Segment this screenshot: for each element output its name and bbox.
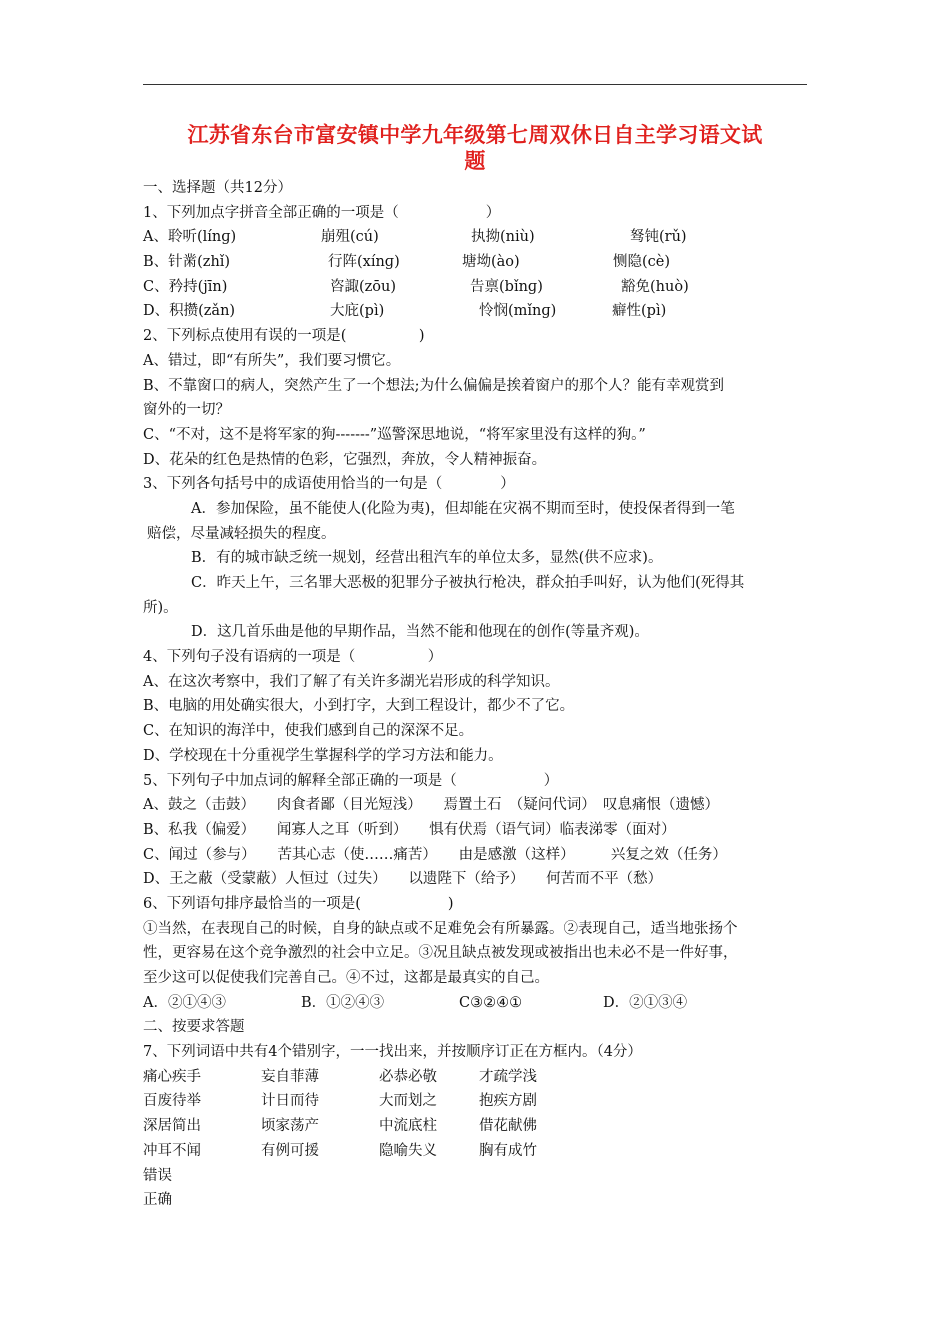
q7-right-label: 正确 [143,1192,172,1209]
q1-option-row [143,299,811,324]
title-line-1: 江苏省东台市富安镇中学九年级第七周双休日自主学习语文试 [187,122,763,147]
q2-line: A、错过，即“有所失”，我们要习惯它。 [143,352,401,369]
q7-word-row [143,1089,811,1114]
q7-word: 计日而待 [261,1093,319,1110]
q1-option-item: 行阵(xínɡ) [328,254,400,271]
q7-word: 借花献佛 [479,1118,537,1135]
q3-option-c: C．昨天上午，三名罪大恶极的犯罪分子被执行枪决，群众拍手叫好，认为他们(死得其 [191,575,745,591]
q2-line: 窗外的一切？ [143,402,230,419]
q6-line: 至少这可以促使我们完善自己。④不过，这都是最真实的自己。 [143,970,549,986]
q7-word: 深居简出 [143,1118,201,1135]
q7-wrong-label: 错误 [143,1167,172,1184]
question-6-stem: 6、下列语句排序最恰当的一项是( ) [143,895,454,912]
q1-option-row [143,250,811,275]
q6-line: ①当然，在表现自己的时候，自身的缺点或不足难免会有所暴露。②表现自己，适当地张扬个 [143,920,738,937]
question-3-stem: 3、下列各句括号中的成语使用恰当的一句是（ ） [143,476,515,493]
question-1-stem: 1、下列加点字拼音全部正确的一项是（ ） [143,204,501,221]
q5-line: C、闻过（参与） 苦其心志（使……痛苦） 由是感激（这样） 兴复之效（任务） [143,846,727,863]
q7-word: 冲耳不闻 [143,1142,201,1159]
q1-option-item: C、矜持(jīn) [143,278,228,295]
q1-option-item: 怜悯(mǐnɡ) [479,303,557,320]
q3-option-d: D．这几首乐曲是他的早期作品，当然不能和他现在的创作(等量齐观)。 [191,624,649,641]
page-title [143,122,807,174]
q4-line: D、学校现在十分重视学生掌握科学的学习方法和能力。 [143,747,503,764]
q4-line: A、在这次考察中，我们了解了有关许多湖光岩形成的科学知识。 [143,673,560,690]
q6-option: C③②④① [459,994,523,1011]
q7-word-row [143,1065,811,1090]
q1-option-item: 恻隐(cè) [613,254,671,271]
q1-option-item: D、积攒(zǎn) [143,303,236,320]
q1-option-item: 大庇(pì) [330,303,385,320]
q7-word-row [143,1139,811,1164]
q1-option-item: 豁免(huò) [621,278,689,295]
q1-option-item: A、聆听(línɡ) [143,229,237,246]
q1-option-item: 崩殂(cú) [321,229,379,246]
q7-word: 妄自菲薄 [261,1068,319,1085]
title-line-2: 题 [464,148,486,173]
q3-option-c-cont: 所)。 [143,599,178,616]
q7-word: 才疏学浅 [479,1068,537,1085]
q1-option-item: 塘坳(ào) [462,254,520,271]
q1-option-item: 告禀(bǐnɡ) [470,278,543,295]
q7-word: 中流底柱 [379,1118,437,1135]
question-7-stem: 7、下列词语中共有4个错别字，一一找出来，并按顺序订正在方框内。（4分） [143,1044,642,1061]
q3-option-b: B．有的城市缺乏统一规划，经营出租汽车的单位太多，显然(供不应求)。 [191,550,663,567]
q1-option-item: 执拗(niù) [471,229,535,246]
q5-line: A、鼓之（击鼓） 肉食者鄙（目光短浅） 焉置土石 （疑问代词） 叹息痛恨（遗憾） [143,797,719,814]
q7-word: 胸有成竹 [479,1142,537,1159]
section-heading: 一、选择题（共12分） [143,180,292,196]
q7-word: 大而划之 [379,1093,437,1110]
document-body [143,176,811,1213]
q2-line: D、花朵的红色是热情的色彩，它强烈，奔放，令人精神振奋。 [143,451,547,468]
question-5-stem: 5、下列句子中加点词的解释全部正确的一项是（ ） [143,772,559,789]
q1-option-item: 驽钝(rǔ) [630,229,687,246]
q1-option-item: B、针黹(zhǐ) [143,254,231,271]
q7-word-row [143,1114,811,1139]
q1-option-item: 癖性(pì) [612,303,667,320]
header-rule [143,84,807,85]
q7-word: 抱疾方剧 [479,1093,537,1110]
q1-option-item: 咨諏(zōu) [330,278,397,295]
q4-line: B、电脑的用处确实很大，小到打字，大到工程设计，都少不了它。 [143,698,575,715]
q7-word: 隐喻失义 [379,1142,437,1159]
q3-option-a-cont: 赔偿，尽量减轻损失的程度。 [147,525,336,542]
q5-line: D、王之蔽（受蒙蔽）人恒过（过失） 以遗陛下（给予） 何苦而不平（愁） [143,871,663,888]
q5-line: B、私我（偏爱） 闻寡人之耳（听到） 惧有伏焉（语气词）临表涕零（面对） [143,821,676,838]
q1-option-row [143,275,811,300]
q6-line: 性，更容易在这个竞争激烈的社会中立足。③况且缺点被发现或被指出也未必不是一件好事， [143,945,738,962]
q3-option-a: A．参加保险，虽不能使人(化险为夷)，但却能在灾祸不期而至时，使投保者得到一笔 [191,500,735,517]
q7-word: 痛心疾手 [143,1068,201,1085]
q7-word: 顷家荡产 [261,1118,319,1135]
q2-line: B、不靠窗口的病人，突然产生了一个想法;为什么偏偏是挨着窗户的那个人？能有幸观赏到 [143,377,725,394]
q4-line: C、在知识的海洋中，使我们感到自己的深深不足。 [143,723,474,740]
q6-option: A．②①④③ [143,994,226,1011]
q7-word: 百废待举 [143,1093,201,1110]
q7-word: 有例可援 [261,1142,319,1159]
question-4-stem: 4、下列句子没有语病的一项是（ ） [143,649,443,666]
q6-option: B．①②④③ [301,994,385,1011]
section-heading: 二、按要求答题 [143,1019,245,1036]
q6-option: D．②①③④ [603,994,688,1011]
q6-options-row [143,991,811,1016]
q2-line: C、“不对，这不是将军家的狗-------”巡警深思地说，“将军家里没有这样的狗。” [143,426,646,443]
q1-option-row [143,225,811,250]
question-2-stem: 2、下列标点使用有误的一项是( ) [143,328,425,345]
q7-word: 必恭必敬 [379,1068,437,1085]
